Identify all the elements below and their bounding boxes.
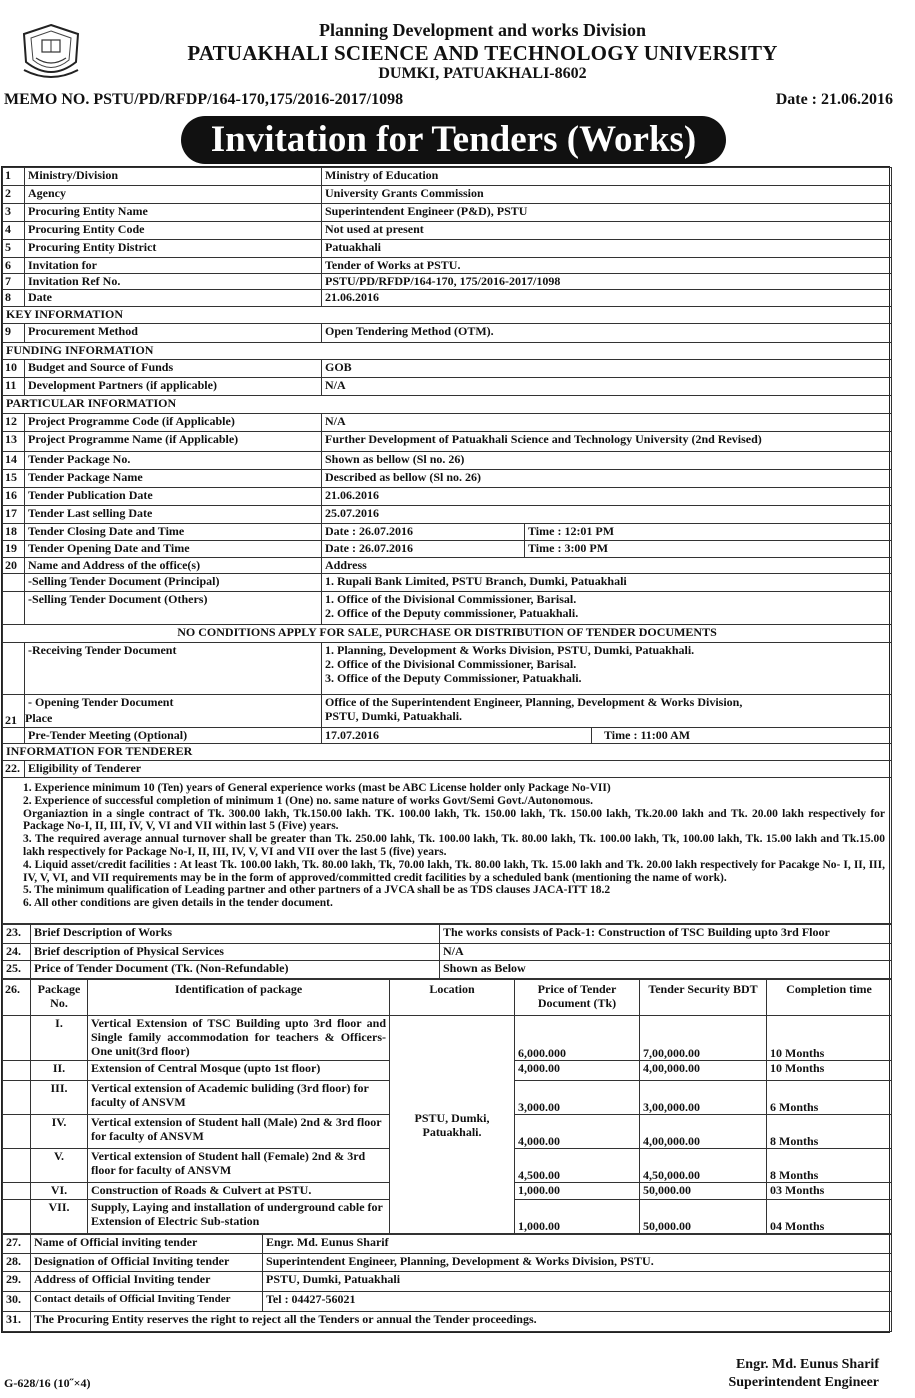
row-label: Brief Description of Works [31,925,440,944]
table-row [3,414,892,432]
package-ident: Extension of Central Mosque (upto 1st floor) [88,1061,390,1081]
row-label: Procuring Entity Code [25,222,322,240]
section-heading-tenderer: INFORMATION FOR TENDERER [3,744,892,761]
office-line: 2. Office of the Divisional Commissioner, Barisal. [325,657,577,671]
table-row [3,470,892,488]
package-row [3,1016,892,1061]
eligibility-item: 4. Liquid asset/credit facilities : At least Tk. 100.00 lakh, Tk. 80.00 lakh, Tk, 70.00 lakh, Tk. 80.00 lakh, Tk. 15.00 lakh and Tk. 20.00 lakh respectively for Pacakge No- I, II, III, IV, V, VI, and VII requirements may be in the form of approved/committed credit facilities by a scheduled bank (mentioning the name of work). [23,858,886,884]
col-header-price: Price of Tender Document (Tk) [515,980,640,1016]
row-label: -Selling Tender Document (Others) [25,592,322,625]
table-row [3,592,892,625]
row-value: Shown as Below [440,961,892,979]
document-title: Invitation for Tenders (Works) [181,116,726,164]
signatory-title: Superintendent Engineer [728,1375,879,1390]
row-value: Engr. Md. Eunus Sharif [263,1235,892,1254]
table-row [3,168,892,186]
package-completion: 8 Months [767,1115,892,1149]
row-label: Tender Package Name [25,470,322,488]
row-number: 29. [3,1272,31,1292]
table-row [3,728,892,744]
row-value: N/A [322,378,892,396]
row-value: PSTU/PD/RFDP/164-170, 175/2016-2017/1098 [322,274,892,290]
package-header-row [3,980,892,1016]
package-security: 50,000.00 [640,1200,767,1234]
col-header-identification: Identification of package [88,980,390,1016]
package-completion: 10 Months [767,1061,892,1081]
eligibility-item: 2. Experience of successful completion of minimum 1 (One) no. same nature of works Govt/Semi Govt./Autonomous. [23,794,593,807]
eligibility-item: 3. The required average annual turnover shall be greater than Tk. 250.00 lahk, Tk. 100.00 lakh, Tk. 80.00 lakh, Tk. 100.00 lakh, Tk, 100.00 lakh, Tk. 15.00 lakh and Tk.15.00 lakh respectively for Package No-I, II, III, IV, V, VI and VII over the last 5 (five) years. [23,833,886,858]
row-label: Procuring Entity Name [25,204,322,222]
row-label: Tender Opening Date and Time [25,541,322,558]
row-label: Ministry/Division [25,168,322,186]
table-row [3,961,892,979]
row-value: Tel : 04427-56021 [263,1292,892,1312]
table-row [3,324,892,343]
row-label: Address of Official Inviting tender [31,1272,263,1292]
row-label: Tender Publication Date [25,488,322,506]
row-label: Project Programme Name (if Applicable) [25,432,322,452]
row-number: 8 [3,290,25,307]
row-label [25,695,322,728]
table-row [3,1312,892,1332]
row-label: Budget and Source of Funds [25,360,322,378]
row-time: Time : 3:00 PM [525,541,892,558]
eligibility-list [3,778,892,924]
row-label: Price of Tender Document (Tk. (Non-Refundable) [31,961,440,979]
section-heading-funding: FUNDING INFORMATION [3,343,892,360]
row-number: 13 [3,432,25,452]
table-row [3,204,892,222]
package-security: 4,00,000.00 [640,1115,767,1149]
row-value: N/A [322,414,892,432]
row-number: 7 [3,274,25,290]
package-no: VI. [31,1183,88,1200]
table-row [3,558,892,574]
row-number: 21 [3,695,25,728]
package-ident: Vertical extension of Student hall (Male) 2nd & 3rd floor for faculty of ANSVM [88,1115,390,1149]
table-row [3,290,892,307]
row-value: The works consists of Pack-1: Construction of TSC Building upto 3rd Floor [440,925,892,944]
row-value: PSTU, Dumki, Patuakhali [263,1272,892,1292]
table-row [3,761,892,778]
table-row [3,274,892,290]
table-row [3,1292,892,1312]
row-value: University Grants Commission [322,186,892,204]
eligibility-item: 5. The minimum qualification of Leading partner and other partners of a JVCA shall be as TDS clauses JACA-ITT 18.2 [23,884,611,897]
package-security: 4,00,000.00 [640,1061,767,1081]
table-row [3,1254,892,1272]
row-label: Name and Address of the office(s) [25,558,322,574]
row-label: Invitation for [25,258,322,274]
table-row [3,488,892,506]
info-table-bottom [2,1234,892,1332]
package-price: 4,000.00 [515,1115,640,1149]
row-value: GOB [322,360,892,378]
row-value: Open Tendering Method (OTM). [322,324,892,343]
row-number: 4 [3,222,25,240]
row-value: Tender of Works at PSTU. [322,258,892,274]
row-label: Development Partners (if applicable) [25,378,322,396]
row-number: 23. [3,925,31,944]
row-time: Time : 11:00 AM [592,728,892,744]
row-value [322,695,892,728]
table-row [3,360,892,378]
table-row [3,1272,892,1292]
row-label: Tender Closing Date and Time [25,524,322,541]
row-number: 30. [3,1292,31,1312]
col-header-package-no: Package No. [31,980,88,1016]
package-location: PSTU, Dumki, Patuakhali. [390,1016,515,1234]
package-price: 1,000.00 [515,1183,640,1200]
section-row [3,307,892,324]
office-line: Office of the Superintendent Engineer, Planning, Development & Works Division, [325,695,743,709]
row-number: 28. [3,1254,31,1272]
package-price: 4,000.00 [515,1061,640,1081]
row-label: Date [25,290,322,307]
package-ident: Supply, Laying and installation of underground cable for Extension of Electric Sub-station [88,1200,390,1234]
row-number: 31. [3,1312,31,1332]
office-line: 1. Planning, Development & Works Division, PSTU, Dumki, Patuakhali. [325,643,695,657]
row-value: Further Development of Patuakhali Science and Technology University (2nd Revised) [322,432,892,452]
package-completion: 6 Months [767,1081,892,1115]
package-no: VII. [31,1200,88,1234]
row-number: 20 [3,558,25,574]
package-completion: 8 Months [767,1149,892,1183]
university-address: DUMKI, PATUAKHALI-8602 [378,65,587,82]
package-security: 3,00,000.00 [640,1081,767,1115]
row-number: 10 [3,360,25,378]
info-table-top [2,167,892,924]
row-number: 11 [3,378,25,396]
row-label: Procurement Method [25,324,322,343]
package-no: I. [31,1016,88,1061]
row-value: 21.06.2016 [322,488,892,506]
row-value: The Procuring Entity reserves the right to reject all the Tenders or annual the Tender proceedings. [31,1312,892,1332]
memo-date: Date : 21.06.2016 [775,91,893,108]
package-security: 7,00,000.00 [640,1016,767,1061]
row-value: 21.06.2016 [322,290,892,307]
row-label: -Receiving Tender Document [25,643,322,695]
col-header-security: Tender Security BDT [640,980,767,1016]
row-label: Tender Package No. [25,452,322,470]
row-label: Brief description of Physical Services [31,944,440,961]
row-label: Name of Official inviting tender [31,1235,263,1254]
row-value: Superintendent Engineer, Planning, Development & Works Division, PSTU. [263,1254,892,1272]
row-number: 12 [3,414,25,432]
signatory-name: Engr. Md. Eunus Sharif [735,1357,879,1372]
office-line: 1. Office of the Divisional Commissioner, Barisal. [325,592,577,606]
col-header-location: Location [390,980,515,1016]
table-row [3,378,892,396]
row-value: N/A [440,944,892,961]
office-line: 2. Office of the Deputy commissioner, Patuakhali. [325,606,579,620]
row-number: 14 [3,452,25,470]
package-no: V. [31,1149,88,1183]
row-number: 24. [3,944,31,961]
section-row [3,396,892,414]
row-label: Eligibility of Tenderer [25,761,892,778]
table-row [3,1235,892,1254]
table-row [3,186,892,204]
table-row [3,222,892,240]
division-name: Planning Development and works Division [318,20,647,40]
row-value: Not used at present [322,222,892,240]
section-row [3,343,892,360]
row-label: Agency [25,186,322,204]
table-row [3,258,892,274]
row-value: Described as bellow (Sl no. 26) [322,470,892,488]
package-ident: Vertical Extension of TSC Building upto 3rd floor and Single family accommodation for teachers & Officers-One unit(3rd floor) [88,1016,390,1061]
table-row [3,524,892,541]
table-row [3,541,892,558]
advert-code: G-628/16 (10˝×4) [4,1376,91,1390]
eligibility-item: 1. Experience minimum 10 (Ten) years of General experience works (mast be ABC License holder only Package No-VII) [23,782,611,794]
row-number: 3 [3,204,25,222]
row-number: 22. [3,761,25,778]
section-row [3,744,892,761]
package-completion: 10 Months [767,1016,892,1061]
document-header [0,0,915,118]
row-label: Invitation Ref No. [25,274,322,290]
package-price: 1,000.00 [515,1200,640,1234]
row-number: 19 [3,541,25,558]
package-no: IV. [31,1115,88,1149]
section-heading-particular: PARTICULAR INFORMATION [3,396,892,414]
row-value: Shown as bellow (Sl no. 26) [322,452,892,470]
package-ident: Vertical extension of Academic buliding (3rd floor) for faculty of ANSVM [88,1081,390,1115]
office-line: PSTU, Dumki, Patuakhali. [325,709,463,723]
opening-label: - Opening Tender Document [28,695,174,709]
table-row [3,574,892,592]
row-number: 15 [3,470,25,488]
place-label: Place [25,711,53,725]
package-price: 6,000.000 [515,1016,640,1061]
eligibility-row [3,778,892,924]
package-no: III. [31,1081,88,1115]
row-label: Project Programme Code (if Applicable) [25,414,322,432]
table-row [3,432,892,452]
table-row [3,452,892,470]
section-row [3,625,892,643]
row-label: Contact details of Official Inviting Tender [31,1292,263,1312]
row-time: Time : 12:01 PM [525,524,892,541]
row-number: 6 [3,258,25,274]
section-heading-key-info: KEY INFORMATION [3,307,892,324]
table-row [3,695,892,728]
package-ident: Construction of Roads & Culvert at PSTU. [88,1183,390,1200]
row-number: 2 [3,186,25,204]
row-label: Procuring Entity District [25,240,322,258]
row-number: 27. [3,1235,31,1254]
tender-table [1,166,890,1333]
row-number: 18 [3,524,25,541]
row-value [322,592,892,625]
row-date: 17.07.2016 [322,728,592,744]
row-number: 25. [3,961,31,979]
table-row [3,506,892,524]
package-table [2,979,892,1234]
table-row [3,643,892,695]
row-number: 17 [3,506,25,524]
no-conditions-notice: NO CONDITIONS APPLY FOR SALE, PURCHASE OR DISTRIBUTION OF TENDER DOCUMENTS [3,625,892,643]
package-price: 4,500.00 [515,1149,640,1183]
memo-number: MEMO NO. PSTU/PD/RFDP/164-170,175/2016-2017/1098 [4,91,404,108]
office-line: 3. Office of the Deputy Commissioner, Patuakhali. [325,671,582,685]
university-seal-icon [18,22,84,84]
row-value [322,643,892,695]
eligibility-item: 6. All other conditions are given details in the tender document. [23,897,333,910]
table-row [3,240,892,258]
row-number: 5 [3,240,25,258]
package-price: 3,000.00 [515,1081,640,1115]
row-label: Pre-Tender Meeting (Optional) [25,728,322,744]
info-table-mid [2,924,892,979]
package-completion: 03 Months [767,1183,892,1200]
package-ident: Vertical extension of Student hall (Female) 2nd & 3rd floor for faculty of ANSVM [88,1149,390,1183]
row-value: Ministry of Education [322,168,892,186]
col-header-completion: Completion time [767,980,892,1016]
row-value: Patuakhali [322,240,892,258]
row-value: Address [322,558,892,574]
package-completion: 04 Months [767,1200,892,1234]
row-date: Date : 26.07.2016 [322,524,525,541]
row-number: 1 [3,168,25,186]
row-number: 16 [3,488,25,506]
row-label: Tender Last selling Date [25,506,322,524]
row-label: -Selling Tender Document (Principal) [25,574,322,592]
package-security: 50,000.00 [640,1183,767,1200]
row-value: Superintendent Engineer (P&D), PSTU [322,204,892,222]
eligibility-item: Organiaztion in a single contract of Tk. 300.00 lakh, Tk.150.00 lakh. TK. 100.00 lakh, Tk. 150.00 lakh, Tk. 150.00 lakh, Tk.20.00 lakh and Tk. 20.00 lakh respectively for Package No-I, II, III, IV, V, VI and VII within last 5 (Five) years. [23,807,886,833]
row-number: 26. [3,980,31,1016]
university-name: PATUAKHALI SCIENCE AND TECHNOLOGY UNIVERSITY [187,41,778,65]
row-value: 1. Rupali Bank Limited, PSTU Branch, Dumki, Patuakhali [322,574,892,592]
table-row [3,944,892,961]
row-label: Designation of Official Inviting tender [31,1254,263,1272]
row-value: 25.07.2016 [322,506,892,524]
package-no: II. [31,1061,88,1081]
package-security: 4,50,000.00 [640,1149,767,1183]
table-row [3,925,892,944]
row-number: 9 [3,324,25,343]
row-date: Date : 26.07.2016 [322,541,525,558]
